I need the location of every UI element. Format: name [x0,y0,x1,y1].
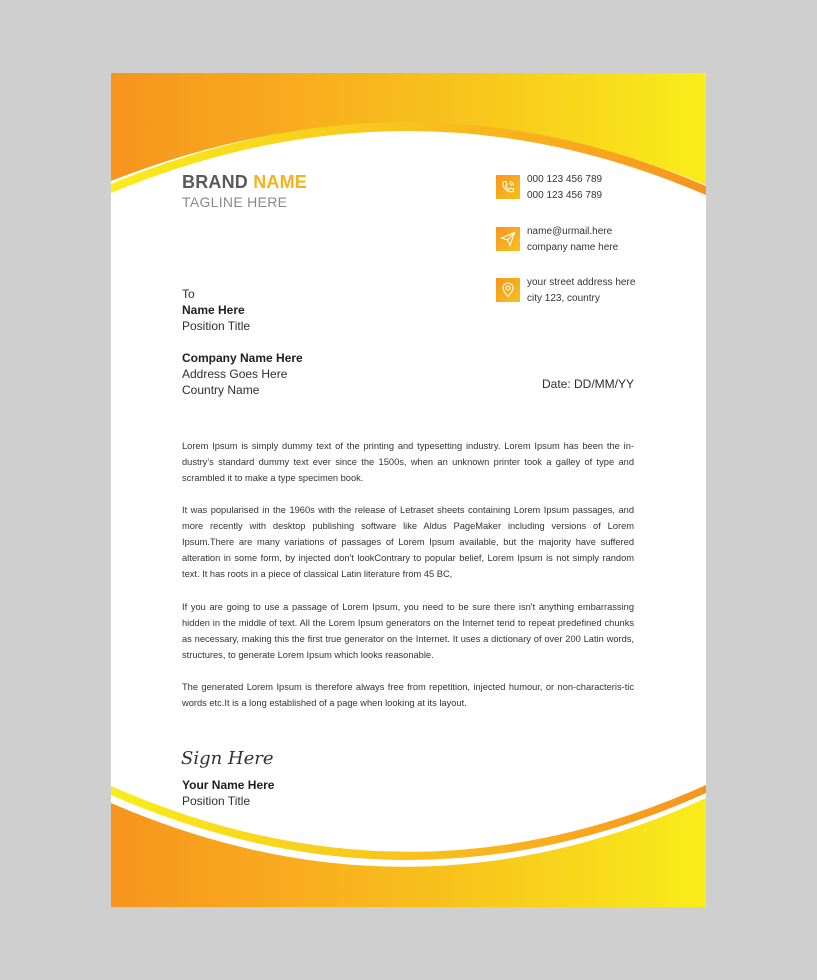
recipient-country: Country Name [182,383,260,397]
letter-date: Date: DD/MM/YY [541,377,634,391]
body-paragraph-2: It was popularised in the 1960s with the release of Letraset sheets containing Lorem Ipsum passages, and more recently with desktop publishing software like Aldus PageMaker including versions of Lorem Ipsum.There are many variations of passages of Lorem Ipsum available, but the majority have suffered alteration in some form, by injected don't lookContrary to popular belief, Lorem Ipsum is not simply random text. It has roots in a piece of classical Latin literature from 45 BC, [182,505,634,579]
brand-name [182,172,307,193]
city-country: city 123, country [527,293,600,304]
to-label: To [182,287,195,301]
recipient-block [182,286,250,334]
recipient-name: Name Here [182,303,245,317]
street-address: your street address here [527,277,636,288]
phone-number-1: 000 123 456 789 [527,174,603,185]
body-paragraph-3: If you are going to use a passage of Lorem Ipsum, you need to be sure there isn't anything embarrassing hidden in the middle of text. All the Lorem Ipsum generators on the Internet tend to repeat predefined chunks as necessary, making this the first true generator on the Internet. It uses a dictionary of over 200 Latin words, structures, to generate Lorem Ipsum which looks reasonable. [182,602,634,660]
signer-name: Your Name Here [182,778,275,792]
phone-icon [496,175,520,199]
body-paragraph-1: Lorem Ipsum is simply dummy text of the printing and typesetting industry. Lorem Ipsum has been the in-dustry's standard dummy text ever since the 1500s, when an unknown printer took a galley of type and scrambled it to make a type specimen book. [182,441,634,483]
tagline: TAGLINE HERE [182,194,288,210]
brand-name-part1: BRAND [182,172,248,192]
send-icon [496,227,520,251]
company-block [182,350,303,398]
signer-block [182,777,274,809]
recipient-company: Company Name Here [182,351,303,365]
company-name: company name here [527,242,619,253]
recipient-position: Position Title [182,319,251,333]
signature: Sign Here [181,748,274,769]
body-paragraph-4: The generated Lorem Ipsum is therefore always free from repetition, injected humour, or non-characteris-tic words etc.It is a long established of a page when looking at its layout. [182,682,634,708]
phone-number-2: 000 123 456 789 [527,190,603,201]
recipient-address: Address Goes Here [182,367,288,381]
brand-name-part2: NAME [253,172,308,192]
signer-position: Position Title [182,794,251,808]
letterhead-page [111,73,706,907]
email-address: name@urmail.here [527,226,613,237]
location-pin-icon [496,278,520,302]
